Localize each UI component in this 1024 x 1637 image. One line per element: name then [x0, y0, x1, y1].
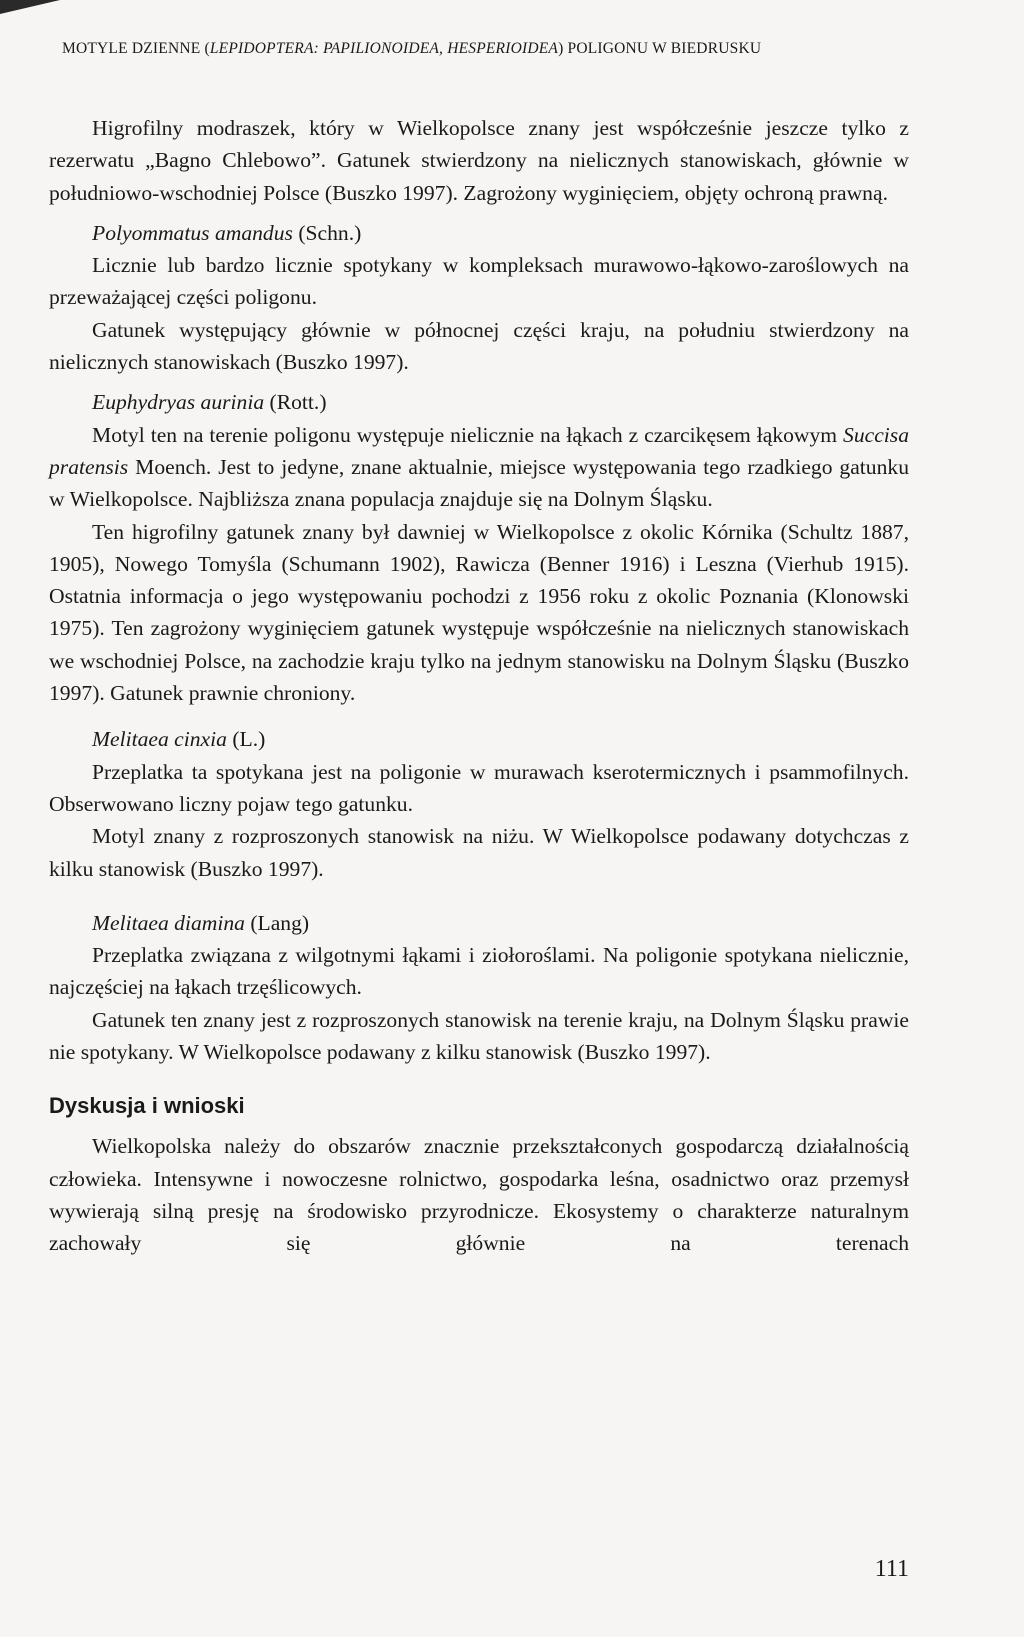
header-prefix: MOTYLE DZIENNE ( — [62, 40, 210, 57]
species-latin-name: Melitaea diamina — [92, 910, 245, 935]
species-heading — [49, 723, 909, 755]
paragraph: Przeplatka ta spotykana jest na poligonie w murawach kserotermicznych i psammofilnych. Obserwowano liczny pojaw tego gatunku. — [49, 759, 909, 816]
species-latin-name: Melitaea cinxia — [92, 727, 227, 752]
paragraph: Wielkopolska należy do obszarów znacznie przekształconych gospodarczą działalnością człowieka. Intensywne i nowoczesne rolnictwo, gospodarka leśna, osadnictwo oraz przemysł wywierają silną presję na środowisko przyrodnicze. Ekosystemy o charakterze naturalnym zachowały się głównie na terenach — [49, 1134, 909, 1256]
scan-corner-shadow — [0, 0, 60, 14]
species-author: (Lang) — [244, 910, 310, 935]
section-heading: Dyskusja i wnioski — [49, 1093, 245, 1119]
paragraph: Przeplatka związana z wilgotnymi łąkami i ziołoroślami. Na poligonie spotykana nielicznie, najczęściej na łąkach trzęślicowych. — [49, 943, 909, 1000]
paragraph: Gatunek ten znany jest z rozproszonych stanowisk na terenie kraju, na Dolnym Śląsku prawie nie spotykany. W Wielkopolsce podawany z kilku stanowisk (Buszko 1997). — [49, 1007, 909, 1065]
paragraph-text: Moench. Jest to jedyne, znane aktualnie, miejsce występowania tego rzadkiego gatunku w Wielkopolsce. Najbliższa znana populacja znajduje się na Dolnym Śląsku. — [49, 454, 909, 512]
species-author: (L.) — [226, 727, 266, 752]
paragraph: Higrofilny modraszek, który w Wielkopolsce znany jest współcześnie jeszcze tylko z rezerwatu „Bagno Chlebowo”. Gatunek stwierdzony na nielicznych stanowiskach, głównie w południowo-wschodniej Polsce (Buszko 1997). Zagrożony wyginięciem, objęty ochroną prawną. — [49, 116, 909, 205]
species-heading — [49, 217, 909, 249]
paragraph-text: Motyl ten na terenie poligonu występuje nielicznie na łąkach z czarcikęsem łąkowym — [92, 422, 844, 447]
header-italic: LEPIDOPTERA: PAPILIONOIDEA, HESPERIOIDEA — [209, 40, 559, 57]
species-heading — [49, 386, 909, 418]
species-latin-name: Polyommatus amandus — [92, 220, 293, 245]
species-latin-name: Euphydryas aurinia — [92, 390, 265, 415]
species-heading — [49, 907, 909, 939]
species-author: (Rott.) — [264, 390, 327, 415]
header-suffix: ) POLIGONU W BIEDRUSKU — [558, 40, 762, 57]
species-author: (Schn.) — [292, 220, 362, 245]
paragraph: Ten higrofilny gatunek znany był dawniej w Wielkopolsce z okolic Kórnika (Schultz 1887, 1905), Nowego Tomyśla (Schumann 1902), Rawicza (Benner 1916) i Leszna (Vierhub 1915). Ostatnia informacja o jego występowaniu pochodzi z 1956 roku z okolic Poznania (Klonowski 1975). Ten zagrożony wyginięciem gatunek występuje współcześnie na nielicznych stanowiskach we wschodniej Polsce, na zachodzie kraju tylko na jednym stanowisku na Dolnym Śląsku (Buszko 1997). Gatunek prawnie chroniony. — [49, 519, 909, 706]
running-header — [62, 40, 962, 58]
page-content — [49, 112, 909, 1260]
paragraph: Gatunek występujący głównie w północnej części kraju, na południu stwierdzony na nielicznych stanowiskach (Buszko 1997). — [49, 317, 909, 375]
page-number: 111 — [874, 1556, 909, 1582]
plant-latin-name: Succisa pratensis — [49, 422, 909, 479]
paragraph — [49, 419, 909, 516]
paragraph: Licznie lub bardzo licznie spotykany w kompleksach murawowo-łąkowo-zaroślowych na przeważającej części poligonu. — [49, 253, 909, 310]
paragraph: Motyl znany z rozproszonych stanowisk na niżu. W Wielkopolsce podawany dotychczas z kilku stanowisk (Buszko 1997). — [49, 824, 909, 881]
